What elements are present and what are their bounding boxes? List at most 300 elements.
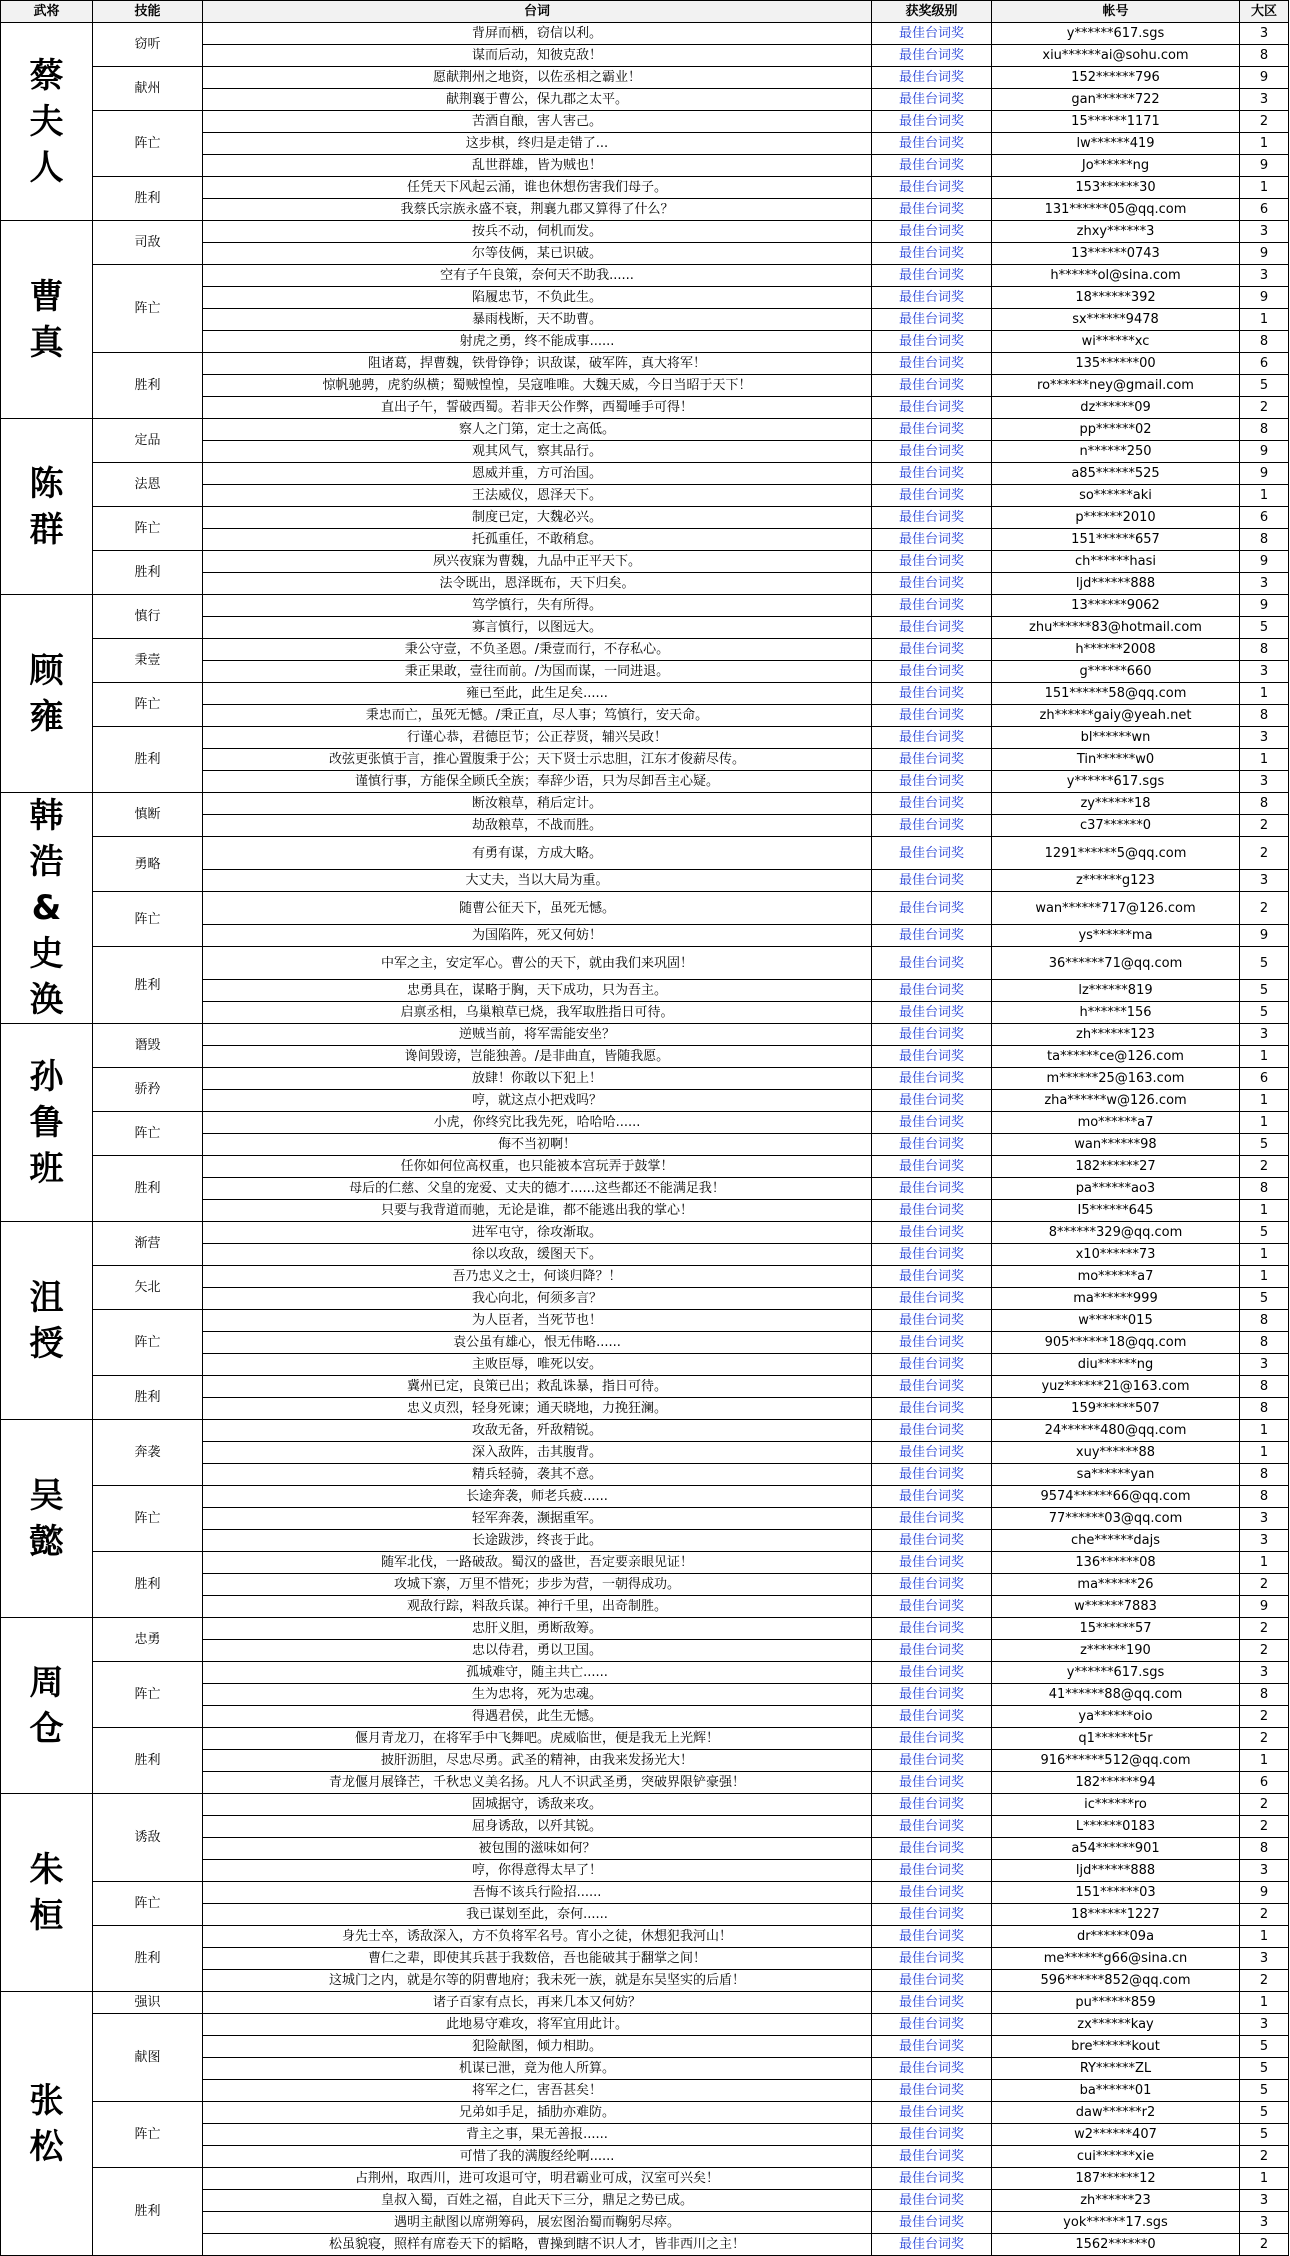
quote-cell: 忠以侍君，勇以卫国。 <box>203 1640 872 1662</box>
account-cell: ma******26 <box>992 1574 1240 1596</box>
region-cell: 1 <box>1240 1552 1289 1574</box>
region-cell: 5 <box>1240 1222 1289 1244</box>
region-cell: 1 <box>1240 1266 1289 1288</box>
region-cell: 3 <box>1240 1530 1289 1552</box>
award-level-cell: 最佳台词奖 <box>872 1816 992 1838</box>
quote-cell: 这步棋，终归是走错了... <box>203 133 872 155</box>
region-cell: 2 <box>1240 1970 1289 1992</box>
skill-name: 胜利 <box>93 1156 203 1222</box>
quote-cell: 射虎之勇，终不能成事...... <box>203 331 872 353</box>
region-cell: 1 <box>1240 1200 1289 1222</box>
account-cell: 15******1171 <box>992 111 1240 133</box>
award-level-cell: 最佳台词奖 <box>872 1134 992 1156</box>
quote-cell: 乱世群雄，皆为贼也！ <box>203 155 872 177</box>
award-level-cell: 最佳台词奖 <box>872 1090 992 1112</box>
skill-name: 诱敌 <box>93 1794 203 1882</box>
quote-cell: 吾乃忠义之士，何谈归降？！ <box>203 1266 872 1288</box>
quote-cell: 攻城下寨，万里不惜死；步步为营，一朝得成功。 <box>203 1574 872 1596</box>
table-row <box>1 1310 1289 1332</box>
award-level-cell: 最佳台词奖 <box>872 2102 992 2124</box>
region-cell: 9 <box>1240 67 1289 89</box>
region-cell: 1 <box>1240 683 1289 705</box>
skill-name: 献图 <box>93 2014 203 2102</box>
account-cell: ma******999 <box>992 1288 1240 1310</box>
quote-cell: 徐以攻敌，缓图天下。 <box>203 1244 872 1266</box>
general-name: 朱 桓 <box>1 1794 93 1992</box>
table-row <box>1 221 1289 243</box>
region-cell: 6 <box>1240 1068 1289 1090</box>
skill-name: 勇略 <box>93 837 203 892</box>
account-cell: 151******03 <box>992 1882 1240 1904</box>
award-level-cell: 最佳台词奖 <box>872 287 992 309</box>
table-row <box>1 683 1289 705</box>
region-cell: 6 <box>1240 353 1289 375</box>
quote-cell: 我已谋划至此，奈何...... <box>203 1904 872 1926</box>
general-name: 吴 懿 <box>1 1420 93 1618</box>
table-row <box>1 1486 1289 1508</box>
skill-name: 阵亡 <box>93 892 203 947</box>
award-level-cell: 最佳台词奖 <box>872 1156 992 1178</box>
region-cell: 2 <box>1240 1728 1289 1750</box>
account-cell: 18******1227 <box>992 1904 1240 1926</box>
account-cell: 135******00 <box>992 353 1240 375</box>
award-level-cell: 最佳台词奖 <box>872 1046 992 1068</box>
table-row <box>1 837 1289 870</box>
award-level-cell: 最佳台词奖 <box>872 947 992 980</box>
quote-cell: 占荆州，取西川，进可攻退可守，明君霸业可成，汉室可兴矣！ <box>203 2168 872 2190</box>
award-level-cell: 最佳台词奖 <box>872 45 992 67</box>
region-cell: 3 <box>1240 221 1289 243</box>
account-cell: a85******525 <box>992 463 1240 485</box>
quote-cell: 背屏而栖，窃信以利。 <box>203 23 872 45</box>
account-cell: m******25@163.com <box>992 1068 1240 1090</box>
table-row <box>1 1222 1289 1244</box>
account-cell: dr******09a <box>992 1926 1240 1948</box>
quote-cell: 袁公虽有雄心，恨无伟略...... <box>203 1332 872 1354</box>
quote-cell: 屈身诱敌，以歼其锐。 <box>203 1816 872 1838</box>
table-row <box>1 2168 1289 2190</box>
award-level-cell: 最佳台词奖 <box>872 1596 992 1618</box>
award-level-cell: 最佳台词奖 <box>872 892 992 925</box>
quote-cell: 寡言慎行，以图远大。 <box>203 617 872 639</box>
skill-name: 阵亡 <box>93 1112 203 1156</box>
award-level-cell: 最佳台词奖 <box>872 67 992 89</box>
skill-name: 胜利 <box>93 1926 203 1992</box>
region-cell: 5 <box>1240 2058 1289 2080</box>
table-row <box>1 1156 1289 1178</box>
general-name: 蔡 夫 人 <box>1 23 93 221</box>
account-cell: h******ol@sina.com <box>992 265 1240 287</box>
account-cell: 159******507 <box>992 1398 1240 1420</box>
award-level-cell: 最佳台词奖 <box>872 1464 992 1486</box>
region-cell: 2 <box>1240 1904 1289 1926</box>
quote-cell: 观其风气，察其品行。 <box>203 441 872 463</box>
quote-cell: 王法威仪，恩泽天下。 <box>203 485 872 507</box>
account-cell: 152******796 <box>992 67 1240 89</box>
award-level-cell: 最佳台词奖 <box>872 1662 992 1684</box>
quote-cell: 松虽貌寝，照样有席卷天下的韬略，曹操到瞎不识人才，皆非西川之主！ <box>203 2234 872 2256</box>
quote-cell: 长途奔袭，师老兵疲...... <box>203 1486 872 1508</box>
account-cell: bl******wn <box>992 727 1240 749</box>
quote-cell: 秉正果敢，壹往而前。/为国而谋，一同进退。 <box>203 661 872 683</box>
quote-cell: 秉忠而亡，虽死无憾。/秉正直，尽人事；笃慎行，安天命。 <box>203 705 872 727</box>
award-level-cell: 最佳台词奖 <box>872 1508 992 1530</box>
award-level-cell: 最佳台词奖 <box>872 89 992 111</box>
account-cell: ys******ma <box>992 925 1240 947</box>
quote-cell: 法令既出，恩泽既布，天下归矣。 <box>203 573 872 595</box>
award-level-cell: 最佳台词奖 <box>872 925 992 947</box>
region-cell: 8 <box>1240 1376 1289 1398</box>
quote-cell: 偃月青龙刀，在将军手中飞舞吧。虎威临世，便是我无上光辉！ <box>203 1728 872 1750</box>
award-level-cell: 最佳台词奖 <box>872 1860 992 1882</box>
account-cell: g******660 <box>992 661 1240 683</box>
quote-cell: 冀州已定，良策已出；救乱诛暴，指日可待。 <box>203 1376 872 1398</box>
quote-cell: 观敌行踪，料敌兵谋。神行千里，出奇制胜。 <box>203 1596 872 1618</box>
region-cell: 3 <box>1240 2190 1289 2212</box>
header-account: 帐号 <box>992 1 1240 23</box>
region-cell: 9 <box>1240 463 1289 485</box>
quote-cell: 劫敌粮草，不战而胜。 <box>203 815 872 837</box>
skill-name: 法恩 <box>93 463 203 507</box>
region-cell: 2 <box>1240 1618 1289 1640</box>
region-cell: 3 <box>1240 727 1289 749</box>
region-cell: 5 <box>1240 1134 1289 1156</box>
region-cell: 2 <box>1240 1156 1289 1178</box>
award-level-cell: 最佳台词奖 <box>872 1354 992 1376</box>
award-level-cell: 最佳台词奖 <box>872 1772 992 1794</box>
award-level-cell: 最佳台词奖 <box>872 221 992 243</box>
account-cell: me******g66@sina.cn <box>992 1948 1240 1970</box>
account-cell: yuz******21@163.com <box>992 1376 1240 1398</box>
skill-name: 渐营 <box>93 1222 203 1266</box>
account-cell: q1******t5r <box>992 1728 1240 1750</box>
account-cell: zy******18 <box>992 793 1240 815</box>
award-level-cell: 最佳台词奖 <box>872 639 992 661</box>
quote-cell: 诸子百家有点长，再来几本又何妨？ <box>203 1992 872 2014</box>
account-cell: Tin******w0 <box>992 749 1240 771</box>
award-level-cell: 最佳台词奖 <box>872 1486 992 1508</box>
region-cell: 1 <box>1240 133 1289 155</box>
account-cell: p******2010 <box>992 507 1240 529</box>
quote-cell: 有勇有谋，方成大略。 <box>203 837 872 870</box>
quote-cell: 尔等伎俩，某已识破。 <box>203 243 872 265</box>
quote-cell: 孤城难守，随主共亡...... <box>203 1662 872 1684</box>
account-cell: 182******94 <box>992 1772 1240 1794</box>
quote-cell: 生为忠将，死为忠魂。 <box>203 1684 872 1706</box>
award-level-cell: 最佳台词奖 <box>872 837 992 870</box>
award-level-cell: 最佳台词奖 <box>872 1178 992 1200</box>
region-cell: 1 <box>1240 1090 1289 1112</box>
account-cell: wan******717@126.com <box>992 892 1240 925</box>
account-cell: xuy******88 <box>992 1442 1240 1464</box>
region-cell: 6 <box>1240 507 1289 529</box>
account-cell: ch******hasi <box>992 551 1240 573</box>
award-level-cell: 最佳台词奖 <box>872 661 992 683</box>
general-name: 顾 雍 <box>1 595 93 793</box>
account-cell: pp******02 <box>992 419 1240 441</box>
award-level-cell: 最佳台词奖 <box>872 397 992 419</box>
general-name: 孙 鲁 班 <box>1 1024 93 1222</box>
region-cell: 1 <box>1240 1112 1289 1134</box>
skill-name: 慎行 <box>93 595 203 639</box>
quote-cell: 这城门之内，就是尔等的阴曹地府；我未死一族，就是东吴坚实的后盾！ <box>203 1970 872 1992</box>
account-cell: I5******645 <box>992 1200 1240 1222</box>
account-cell: ljd******888 <box>992 573 1240 595</box>
award-level-cell: 最佳台词奖 <box>872 243 992 265</box>
account-cell: 187******12 <box>992 2168 1240 2190</box>
region-cell: 6 <box>1240 1772 1289 1794</box>
quote-cell: 空有子午良策，奈何天不助我...... <box>203 265 872 287</box>
table-row <box>1 639 1289 661</box>
quote-cell: 任凭天下风起云涌，谁也休想伤害我们母子。 <box>203 177 872 199</box>
region-cell: 9 <box>1240 155 1289 177</box>
region-cell: 5 <box>1240 2036 1289 2058</box>
region-cell: 5 <box>1240 2102 1289 2124</box>
award-level-cell: 最佳台词奖 <box>872 1794 992 1816</box>
skill-name: 骄矜 <box>93 1068 203 1112</box>
quote-cell: 只要与我背道而驰，无论是谁，都不能逃出我的掌心！ <box>203 1200 872 1222</box>
skill-name: 谮毁 <box>93 1024 203 1068</box>
account-cell: w******015 <box>992 1310 1240 1332</box>
award-level-cell: 最佳台词奖 <box>872 1838 992 1860</box>
quote-cell: 断汝粮草，稍后定计。 <box>203 793 872 815</box>
award-level-cell: 最佳台词奖 <box>872 111 992 133</box>
region-cell: 8 <box>1240 331 1289 353</box>
account-cell: 905******18@qq.com <box>992 1332 1240 1354</box>
award-level-cell: 最佳台词奖 <box>872 1728 992 1750</box>
account-cell: x10******73 <box>992 1244 1240 1266</box>
region-cell: 5 <box>1240 980 1289 1002</box>
skill-name: 胜利 <box>93 1728 203 1794</box>
region-cell: 5 <box>1240 947 1289 980</box>
quote-cell: 固城据守，诱敌来攻。 <box>203 1794 872 1816</box>
table-row <box>1 1068 1289 1090</box>
region-cell: 5 <box>1240 1288 1289 1310</box>
table-row <box>1 1024 1289 1046</box>
region-cell: 8 <box>1240 1838 1289 1860</box>
region-cell: 9 <box>1240 441 1289 463</box>
award-level-cell: 最佳台词奖 <box>872 1112 992 1134</box>
region-cell: 3 <box>1240 2014 1289 2036</box>
quote-cell: 深入敌阵，击其腹背。 <box>203 1442 872 1464</box>
account-cell: w******7883 <box>992 1596 1240 1618</box>
quote-cell: 大丈夫，当以大局为重。 <box>203 870 872 892</box>
skill-name: 胜利 <box>93 947 203 1024</box>
region-cell: 2 <box>1240 111 1289 133</box>
account-cell: ro******ney@gmail.com <box>992 375 1240 397</box>
table-row <box>1 1728 1289 1750</box>
award-level-cell: 最佳台词奖 <box>872 1332 992 1354</box>
quote-cell: 愿献荆州之地资，以佐丞相之霸业！ <box>203 67 872 89</box>
account-cell: daw******r2 <box>992 2102 1240 2124</box>
award-level-cell: 最佳台词奖 <box>872 551 992 573</box>
quote-cell: 可惜了我的满腹经纶啊...... <box>203 2146 872 2168</box>
region-cell: 3 <box>1240 771 1289 793</box>
region-cell: 1 <box>1240 1244 1289 1266</box>
region-cell: 8 <box>1240 1332 1289 1354</box>
quote-cell: 中军之主，安定军心。曹公的天下，就由我们来巩固！ <box>203 947 872 980</box>
account-cell: RY******ZL <box>992 2058 1240 2080</box>
account-cell: 8******329@qq.com <box>992 1222 1240 1244</box>
account-cell: 1291******5@qq.com <box>992 837 1240 870</box>
region-cell: 8 <box>1240 1464 1289 1486</box>
skill-name: 胜利 <box>93 551 203 595</box>
quote-cell: 夙兴夜寐为曹魏，九品中正平天下。 <box>203 551 872 573</box>
quote-cell: 忠勇具在，谋略于胸，天下成功，只为吾主。 <box>203 980 872 1002</box>
account-cell: zh******23 <box>992 2190 1240 2212</box>
region-cell: 9 <box>1240 243 1289 265</box>
header-quote: 台词 <box>203 1 872 23</box>
account-cell: L******0183 <box>992 1816 1240 1838</box>
region-cell: 3 <box>1240 265 1289 287</box>
skill-name: 胜利 <box>93 2168 203 2256</box>
award-level-cell: 最佳台词奖 <box>872 1904 992 1926</box>
award-level-cell: 最佳台词奖 <box>872 265 992 287</box>
quote-cell: 哼，就这点小把戏吗？ <box>203 1090 872 1112</box>
award-level-cell: 最佳台词奖 <box>872 1222 992 1244</box>
region-cell: 3 <box>1240 573 1289 595</box>
region-cell: 8 <box>1240 1178 1289 1200</box>
award-level-cell: 最佳台词奖 <box>872 2036 992 2058</box>
quote-cell: 吾悔不该兵行险招...... <box>203 1882 872 1904</box>
quote-cell: 放肆！你敢以下犯上！ <box>203 1068 872 1090</box>
quote-cell: 暴雨栈断，天不助曹。 <box>203 309 872 331</box>
table-row <box>1 2014 1289 2036</box>
table-row <box>1 111 1289 133</box>
region-cell: 1 <box>1240 1750 1289 1772</box>
region-cell: 8 <box>1240 45 1289 67</box>
general-name: 周 仓 <box>1 1618 93 1794</box>
award-level-cell: 最佳台词奖 <box>872 529 992 551</box>
account-cell: 1562******0 <box>992 2234 1240 2256</box>
region-cell: 3 <box>1240 870 1289 892</box>
account-cell: Jo******ng <box>992 155 1240 177</box>
account-cell: che******dajs <box>992 1530 1240 1552</box>
account-cell: 131******05@qq.com <box>992 199 1240 221</box>
region-cell: 2 <box>1240 815 1289 837</box>
table-row <box>1 2102 1289 2124</box>
skill-name: 胜利 <box>93 1376 203 1420</box>
award-level-cell: 最佳台词奖 <box>872 1640 992 1662</box>
account-cell: 153******30 <box>992 177 1240 199</box>
account-cell: zha******w@126.com <box>992 1090 1240 1112</box>
region-cell: 3 <box>1240 1860 1289 1882</box>
quote-cell: 披肝沥胆，尽忠尽勇。武圣的精神，由我来发扬光大！ <box>203 1750 872 1772</box>
account-cell: sx******9478 <box>992 309 1240 331</box>
account-cell: y******617.sgs <box>992 23 1240 45</box>
account-cell: 151******58@qq.com <box>992 683 1240 705</box>
account-cell: 41******88@qq.com <box>992 1684 1240 1706</box>
quote-cell: 将军之仁，害吾甚矣！ <box>203 2080 872 2102</box>
table-row <box>1 892 1289 925</box>
region-cell: 1 <box>1240 1926 1289 1948</box>
region-cell: 6 <box>1240 199 1289 221</box>
region-cell: 8 <box>1240 1398 1289 1420</box>
quote-cell: 陷履忠节，不负此生。 <box>203 287 872 309</box>
award-level-cell: 最佳台词奖 <box>872 727 992 749</box>
award-level-cell: 最佳台词奖 <box>872 815 992 837</box>
skill-name: 胜利 <box>93 1552 203 1618</box>
quote-cell: 托孤重任，不敢稍怠。 <box>203 529 872 551</box>
region-cell: 3 <box>1240 2212 1289 2234</box>
quote-cell: 制度已定，大魏必兴。 <box>203 507 872 529</box>
skill-name: 慎断 <box>93 793 203 837</box>
general-name: 韩 浩 & 史 涣 <box>1 793 93 1024</box>
account-cell: zhu******83@hotmail.com <box>992 617 1240 639</box>
quote-cell: 按兵不动，伺机而发。 <box>203 221 872 243</box>
account-cell: ta******ce@126.com <box>992 1046 1240 1068</box>
award-level-cell: 最佳台词奖 <box>872 1992 992 2014</box>
region-cell: 9 <box>1240 287 1289 309</box>
table-row <box>1 67 1289 89</box>
award-level-cell: 最佳台词奖 <box>872 199 992 221</box>
quote-cell: 机谋已泄，竟为他人所算。 <box>203 2058 872 2080</box>
award-level-cell: 最佳台词奖 <box>872 2058 992 2080</box>
header-skill: 技能 <box>93 1 203 23</box>
quote-cell: 为人臣者，当死节也！ <box>203 1310 872 1332</box>
skill-name: 阵亡 <box>93 265 203 353</box>
award-level-cell: 最佳台词奖 <box>872 2234 992 2256</box>
award-level-cell: 最佳台词奖 <box>872 353 992 375</box>
region-cell: 9 <box>1240 551 1289 573</box>
region-cell: 1 <box>1240 2168 1289 2190</box>
quote-cell: 哼，你得意得太早了！ <box>203 1860 872 1882</box>
table-row <box>1 1266 1289 1288</box>
account-cell: c37******0 <box>992 815 1240 837</box>
quote-cell: 我蔡氏宗族永盛不衰，荆襄九郡又算得了什么？ <box>203 199 872 221</box>
account-cell: 596******852@qq.com <box>992 1970 1240 1992</box>
quote-cell: 谗间毁谤，岂能独善。/是非曲直，皆随我愿。 <box>203 1046 872 1068</box>
region-cell: 5 <box>1240 2124 1289 2146</box>
region-cell: 2 <box>1240 1574 1289 1596</box>
skill-name: 献州 <box>93 67 203 111</box>
account-cell: diu******ng <box>992 1354 1240 1376</box>
skill-name: 阵亡 <box>93 2102 203 2168</box>
skill-name: 阵亡 <box>93 111 203 177</box>
account-cell: ic******ro <box>992 1794 1240 1816</box>
quote-cell: 笃学慎行，失有所得。 <box>203 595 872 617</box>
quote-cell: 忠肝义胆，勇断敌筹。 <box>203 1618 872 1640</box>
table-row <box>1 353 1289 375</box>
table-row <box>1 1662 1289 1684</box>
account-cell: 13******0743 <box>992 243 1240 265</box>
account-cell: 182******27 <box>992 1156 1240 1178</box>
quote-cell: 主败臣辱，唯死以安。 <box>203 1354 872 1376</box>
award-level-cell: 最佳台词奖 <box>872 463 992 485</box>
region-cell: 8 <box>1240 1486 1289 1508</box>
region-cell: 2 <box>1240 1794 1289 1816</box>
award-level-cell: 最佳台词奖 <box>872 1706 992 1728</box>
account-cell: xiu******ai@sohu.com <box>992 45 1240 67</box>
region-cell: 8 <box>1240 529 1289 551</box>
quote-cell: 背主之事，果无善报...... <box>203 2124 872 2146</box>
award-level-cell: 最佳台词奖 <box>872 419 992 441</box>
quote-cell: 此地易守难攻，将军宜用此计。 <box>203 2014 872 2036</box>
table-row <box>1 1112 1289 1134</box>
quote-cell: 察人之门第，定士之高低。 <box>203 419 872 441</box>
account-cell: lz******819 <box>992 980 1240 1002</box>
general-name: 沮 授 <box>1 1222 93 1420</box>
table-body <box>1 23 1289 2256</box>
account-cell: 18******392 <box>992 287 1240 309</box>
region-cell: 2 <box>1240 837 1289 870</box>
award-level-cell: 最佳台词奖 <box>872 1926 992 1948</box>
account-cell: h******2008 <box>992 639 1240 661</box>
award-level-cell: 最佳台词奖 <box>872 870 992 892</box>
account-cell: a54******901 <box>992 1838 1240 1860</box>
region-cell: 1 <box>1240 1992 1289 2014</box>
quote-cell: 谋而后动，知彼克敌！ <box>203 45 872 67</box>
